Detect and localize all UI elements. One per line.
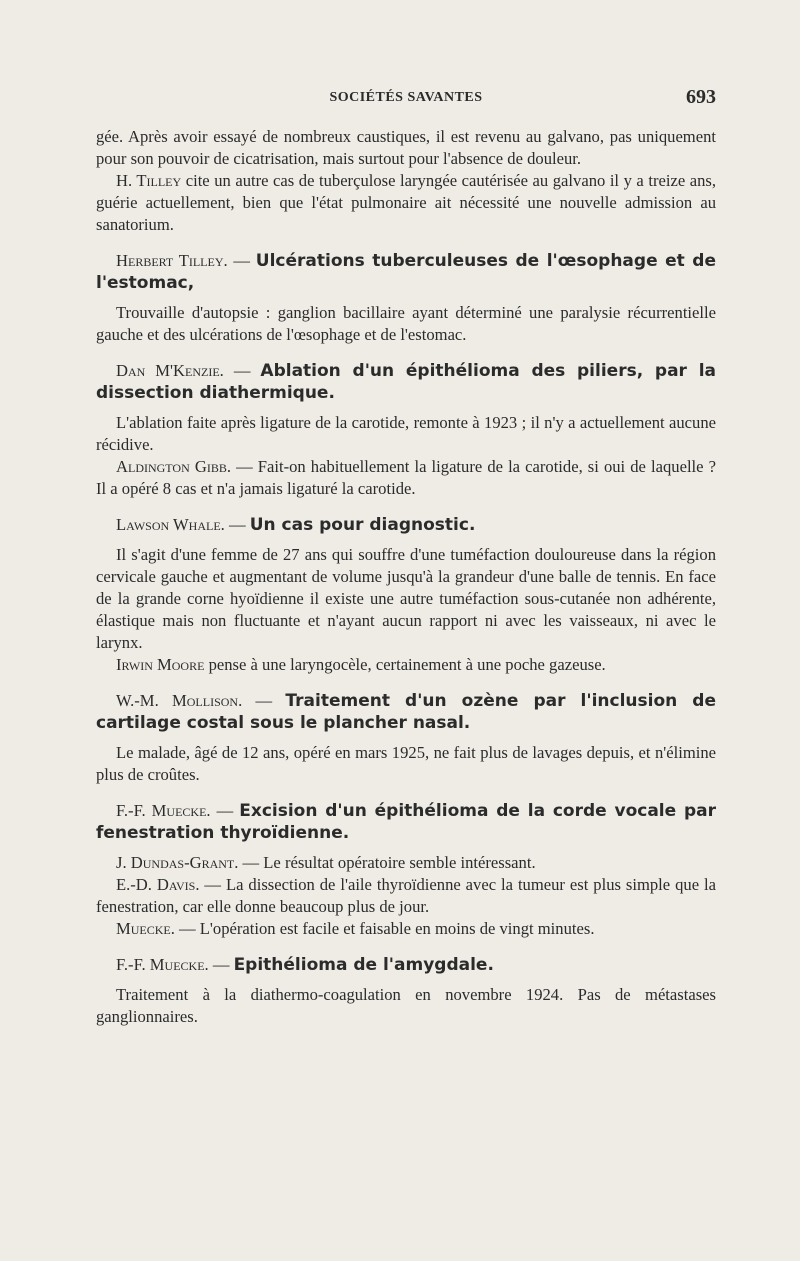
dash: — <box>223 361 261 380</box>
dash: — <box>242 691 286 710</box>
paragraph <box>96 984 716 1028</box>
paragraph <box>96 852 716 874</box>
paragraph-text: — Fait-on habituellement la ligature de la carotide, si oui de laquelle ? Il a opéré 8 cas et n'a jamais ligaturé la carotide. <box>96 457 716 498</box>
author-name: Lawson Whale. <box>116 515 225 534</box>
author-name: Aldington Gibb. <box>116 457 231 476</box>
author-name: F.-F. Muecke. <box>116 955 209 974</box>
author-name: Muecke. <box>116 919 175 938</box>
paragraph-text: Trouvaille d'autopsie : ganglion bacillaire ayant déterminé une paralysie récurrentielle gauche et des ulcérations de l'œsophage et de l'estomac. <box>96 303 716 344</box>
paragraph-text: L'ablation faite après ligature de la carotide, remonte à 1923 ; il n'y a actuellement aucune récidive. <box>96 413 716 454</box>
author-name: E.-D. Davis. <box>116 875 200 894</box>
paragraph-text: Le malade, âgé de 12 ans, opéré en mars 1925, ne fait plus de lavages depuis, et n'élimine plus de croûtes. <box>96 743 716 784</box>
paragraph-text: — L'opération est facile et faisable en moins de vingt minutes. <box>174 919 595 938</box>
paragraph <box>96 918 716 940</box>
heading-title: Ulcérations tuberculeuses de l'œsophage et de l'estomac, <box>96 251 717 293</box>
heading-title: Epithélioma de l'amygdale. <box>233 955 494 975</box>
section-heading <box>96 690 716 734</box>
page-number: 693 <box>686 86 716 108</box>
heading-title: Traitement d'un ozène par l'inclusion de cartilage costal sous le plancher nasal. <box>96 691 716 733</box>
author-name: Irwin Moore <box>116 655 205 674</box>
heading-title: Un cas pour diagnostic. <box>249 515 476 535</box>
author-name: H. Tilley <box>116 171 182 190</box>
paragraph-text: pense à une laryngocèle, certainement à une poche gazeuse. <box>204 655 606 674</box>
paragraph-text: — La dissection de l'aile thyroïdienne avec la tumeur est plus simple que la fenestration, car elle donne beaucoup plus de jour. <box>96 875 716 916</box>
section-heading <box>96 800 716 844</box>
paragraph-text: — Le résultat opératoire semble intéressant. <box>238 853 536 872</box>
paragraph-text: gée. Après avoir essayé de nombreux caustiques, il est revenu au galvano, pas uniquement pour son pouvoir de cicatrisation, mais surtout pour l'absence de douleur. <box>96 127 716 168</box>
paragraph-text: Traitement à la diathermo-coagulation en novembre 1924. Pas de métastases ganglionnaires. <box>96 985 716 1026</box>
author-name: Dan M'Kenzie. <box>116 361 224 380</box>
dash: — <box>208 955 234 974</box>
section-heading <box>96 954 716 976</box>
paragraph <box>96 170 716 236</box>
running-title: SOCIÉTÉS SAVANTES <box>329 90 483 105</box>
paragraph <box>96 302 716 346</box>
paragraph <box>96 126 716 170</box>
paragraph <box>96 544 716 654</box>
author-name: F.-F. Muecke. <box>116 801 211 820</box>
section-heading <box>96 250 716 294</box>
dash: — <box>210 801 240 820</box>
paragraph <box>96 412 716 456</box>
dash: — <box>227 251 256 270</box>
heading-title: Ablation d'un épithélioma des piliers, par la dissection diathermique. <box>96 361 716 403</box>
paragraph <box>96 654 716 676</box>
paragraph-text: Il s'agit d'une femme de 27 ans qui souffre d'une tuméfaction douloureuse dans la région cervicale gauche et augmentant de volume jusqu'à la grandeur d'une balle de tennis. En face de la grande corne hyoïdienne il existe une autre tuméfaction sous-cutanée non adhérente, élastique mais non fluctuante et n'ayant aucun rapport ni avec les vaisseaux, ni avec le larynx. <box>96 545 716 652</box>
paragraph <box>96 742 716 786</box>
paragraph <box>96 456 716 500</box>
dash: — <box>224 515 250 534</box>
paragraph-text: cite un autre cas de tuberçulose laryngée cautérisée au galvano il y a treize ans, guérie actuellement, bien que l'état pulmonaire ait nécessité une nouvelle admission au sanatorium. <box>96 171 716 234</box>
article-body <box>96 126 716 1028</box>
author-name: J. Dundas-Grant. <box>116 853 239 872</box>
section-heading <box>96 360 716 404</box>
page-header <box>96 86 716 110</box>
author-name: W.-M. Mollison. <box>116 691 243 710</box>
section-heading <box>96 514 716 536</box>
author-name: Herbert Tilley. <box>116 251 228 270</box>
paragraph <box>96 874 716 918</box>
heading-title: Excision d'un épithélioma de la corde vocale par fenestration thyroïdienne. <box>96 801 716 843</box>
